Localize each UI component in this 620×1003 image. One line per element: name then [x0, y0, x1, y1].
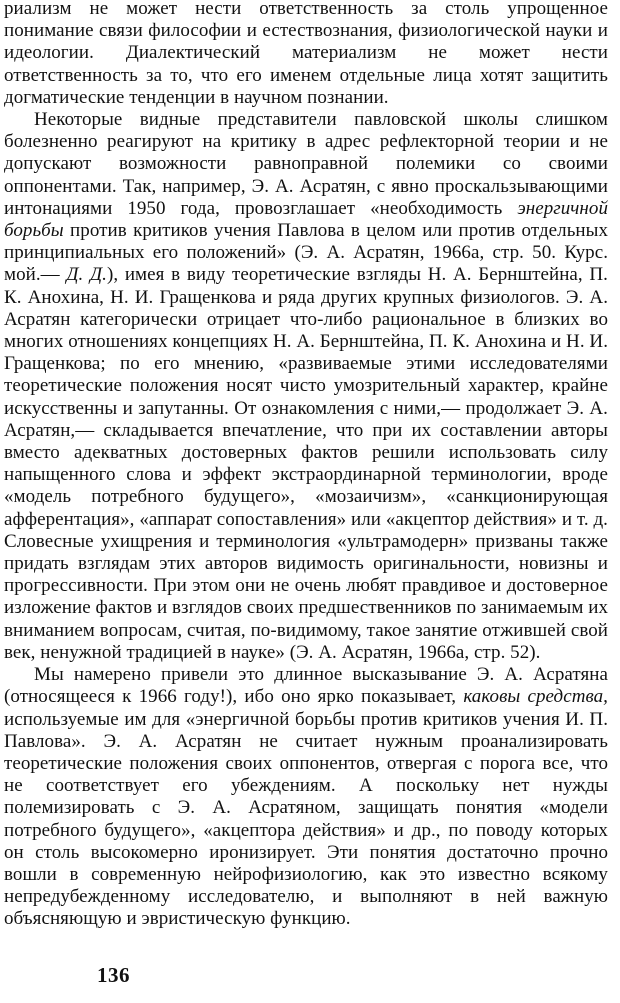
paragraph-2-text-1: Некоторые видные представители павловской школы слишком болезненно реагируют на критику в адрес рефлекторной теории и не допускают возможности равноправной полемики со своими оппонентами. Так, например, Э. А. Асратян, с явно проскальзывающими интонациями 1950 года, провозглашает «необходимость [4, 109, 608, 219]
paragraph-2-text-2: против критиков учения Павлова в целом или против отдельных принципиальных его положений» (Э. А. Асратян, 1966а, стр. 50. Курс. мой.— [4, 220, 608, 286]
paragraph-3-text-2: используемые им для «энергичной борьбы против критиков учения И. П. Павлова». Э. А. Асратян не считает нужным проанализировать теоретические положения своих оппонентов, отвергая с порога все, что не соответствует его убеждениям. А поскольку нет нужды полемизировать с Э. А. Асратяном, защищать понятия «модели потребного будущего», «акцептора действия» и др., по поводу которых он столь высокомерно иронизирует. Эти понятия достаточно прочно вошли в современную нейрофизиологию, как это известно всякому непредубежденному исследователю, и выполняют в ней важную объясняющую и эвристическую функцию. [4, 708, 608, 930]
page-body [4, 0, 608, 931]
paragraph-2-italic-2: Д. Д. [66, 264, 107, 286]
paragraph-1-text: риализм не может нести ответственность за столь упрощенное понимание связи философии и естествознания, физиологической науки и идеологии. Диалектический материализм не может нести ответственность за то, что его именем отдельные лица хотят защитить догматические тенденции в научном познании. [4, 0, 608, 108]
paragraph-2-italic-1: энергичной борьбы [4, 197, 608, 242]
page-number: 136 [97, 963, 130, 987]
paragraph-1 [4, 0, 608, 109]
paragraph-2 [4, 109, 608, 664]
paragraph-3 [4, 664, 608, 930]
paragraph-3-text-1: Мы намерено привели это длинное высказывание Э. А. Асратяна (относящееся к 1966 году!), ибо оно ярко показывает, [4, 664, 608, 708]
paragraph-3-italic-1: каковы средства, [463, 686, 608, 708]
paragraph-2-text-3: ), имея в виду теоретические взгляды Н. А. Бернштейна, П. К. Анохина, Н. И. Гращенкова и ряда других крупных физиологов. Э. А. Асратян категорически отрицает что-либо рациональное в близких во многих отношениях концепциях Н. А. Бернштейна, П. К. Анохина и Н. И. Гращенкова; по его мнению, «развиваемые этими исследователями теоретические положения носят чисто умозрительный характер, крайне искусственны и запутанны. От ознакомления с ними,— продолжает Э. А. Асратян,— складывается впечатление, что при их составлении авторы вместо адекватных достоверных фактов решили использовать силу напыщенного слова и эффект экстраординарной терминологии, вроде «модель потребного будущего», «мозаичизм», «санкционирующая афферентация», «аппарат сопоставления» или «акцептор действия» и т. д. Словесные ухищрения и терминология «ультрамодерн» призваны также придать взглядам этих авторов видимость оригинальности, новизны и прогрессивности. При этом они не очень любят правдивое и достоверное изложение фактов и взглядов своих предшественников по занимаемым их вниманием вопросам, считая, по-видимому, такое занятие отжившей свой век, ненужной традицией в науке» (Э. А. Асратян, 1966а, стр. 52). [4, 264, 608, 663]
